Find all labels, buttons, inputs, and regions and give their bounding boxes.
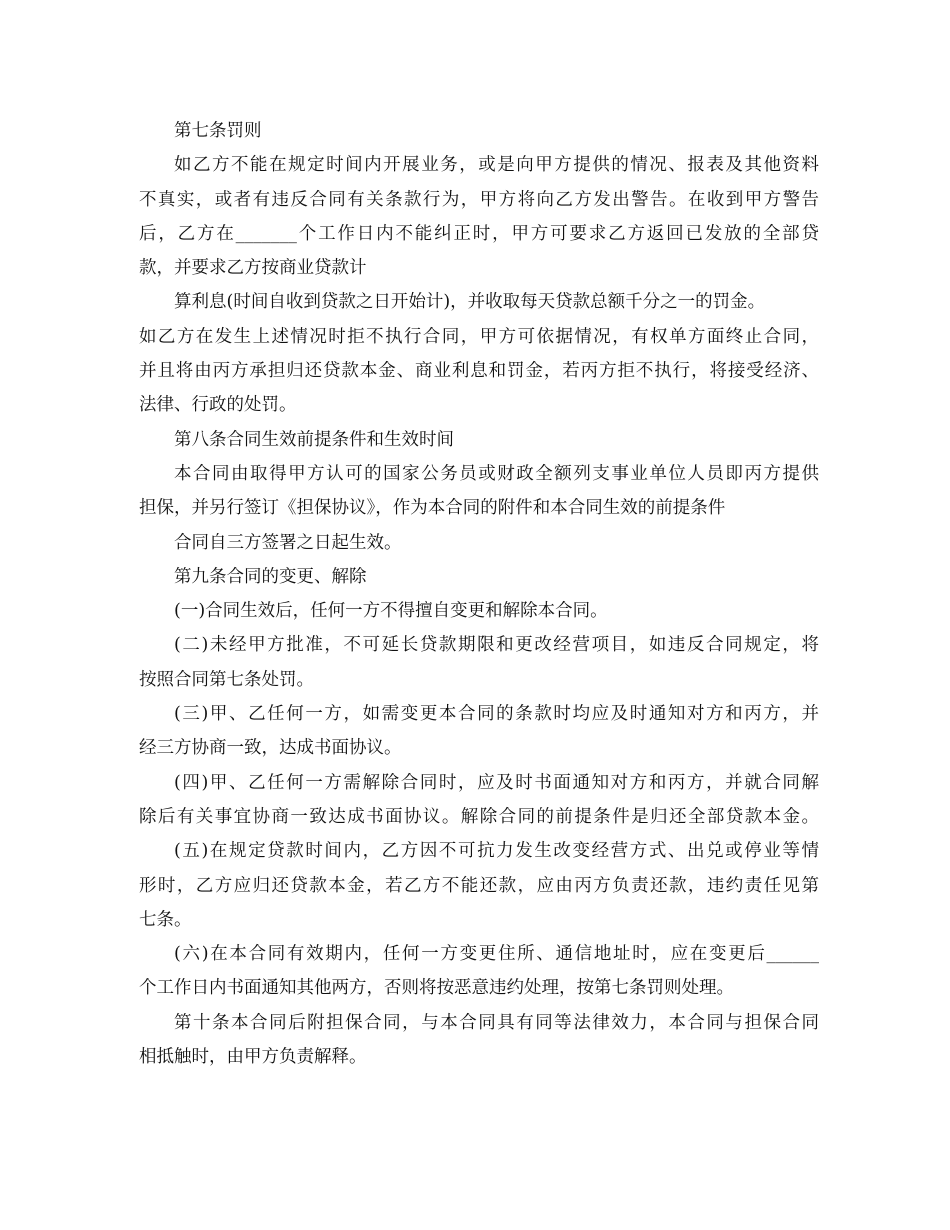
text-line: 算利息(时间自收到贷款之日开始计)，并收取每天贷款总额千分之一的罚金。 [174,292,766,313]
clause-4-line: (四)甲、乙任何一方需解除合同时，应及时书面通知对方和丙方，并就合同解 [174,772,819,793]
text-line: 相抵触时，由甲方负责解释。 [139,1047,367,1068]
text-line: 七条。 [139,909,192,930]
text-line: 本合同由取得甲方认可的国家公务员或财政全额列支事业单位人员即丙方提供 [174,463,819,484]
document-body [139,114,819,1074]
article-9-heading: 第九条合同的变更、解除 [174,566,367,587]
article-8-heading: 第八条合同生效前提条件和生效时间 [174,429,454,450]
text-line: 如乙方不能在规定时间内开展业务，或是向甲方提供的情况、报表及其他资料 [174,155,819,176]
text-line: 担保，并另行签订《担保协议》，作为本合同的附件和本合同生效的前提条件 [139,498,726,519]
clause-6-line: (六)在本合同有效期内，任何一方变更住所、通信地址时，应在变更后______ [174,944,819,965]
article-10-line: 第十条本合同后附担保合同，与本合同具有同等法律效力，本合同与担保合同 [174,1012,819,1033]
clause-1-line: (一)合同生效后，任何一方不得擅自变更和解除本合同。 [174,601,608,622]
contract-text [139,114,819,1074]
text-line: 个工作日内书面通知其他两方，否则将按恶意违约处理，按第七条罚则处理。 [139,978,734,999]
text-line: 如乙方在发生上述情况时拒不执行合同，甲方可依据情况，有权单方面终止合同， [139,326,819,347]
clause-3-line: (三)甲、乙任何一方，如需变更本合同的条款时均应及时通知对方和丙方，并 [174,704,819,725]
text-line: 款，并要求乙方按商业贷款计 [139,258,367,279]
text-line: 并且将由丙方承担归还贷款本金、商业利息和罚金，若丙方拒不执行，将接受经济、 [139,361,819,382]
text-line: 法律、行政的处罚。 [139,395,297,416]
text-line: 形时，乙方应归还贷款本金，若乙方不能还款，应由丙方负责还款，违约责任见第 [139,875,819,896]
text-line: 不真实，或者有违反合同有关条款行为，甲方将向乙方发出警告。在收到甲方警告 [139,189,819,210]
text-line: 按照合同第七条处罚。 [139,669,314,690]
text-line: 经三方协商一致，达成书面协议。 [139,738,402,759]
text-line: 后，乙方在_______个工作日内不能纠正时，甲方可要求乙方返回已发放的全部贷 [139,223,819,244]
text-line: 合同自三方签署之日起生效。 [174,532,402,553]
clause-2-line: (二)未经甲方批准，不可延长贷款期限和更改经营项目，如违反合同规定，将 [174,635,819,656]
text-line: 除后有关事宜协商一致达成书面协议。解除合同的前提条件是归还全部贷款本金。 [139,806,819,827]
clause-5-line: (五)在规定贷款时间内，乙方因不可抗力发生改变经营方式、出兑或停业等情 [174,841,819,862]
article-7-heading: 第七条罚则 [174,121,262,141]
